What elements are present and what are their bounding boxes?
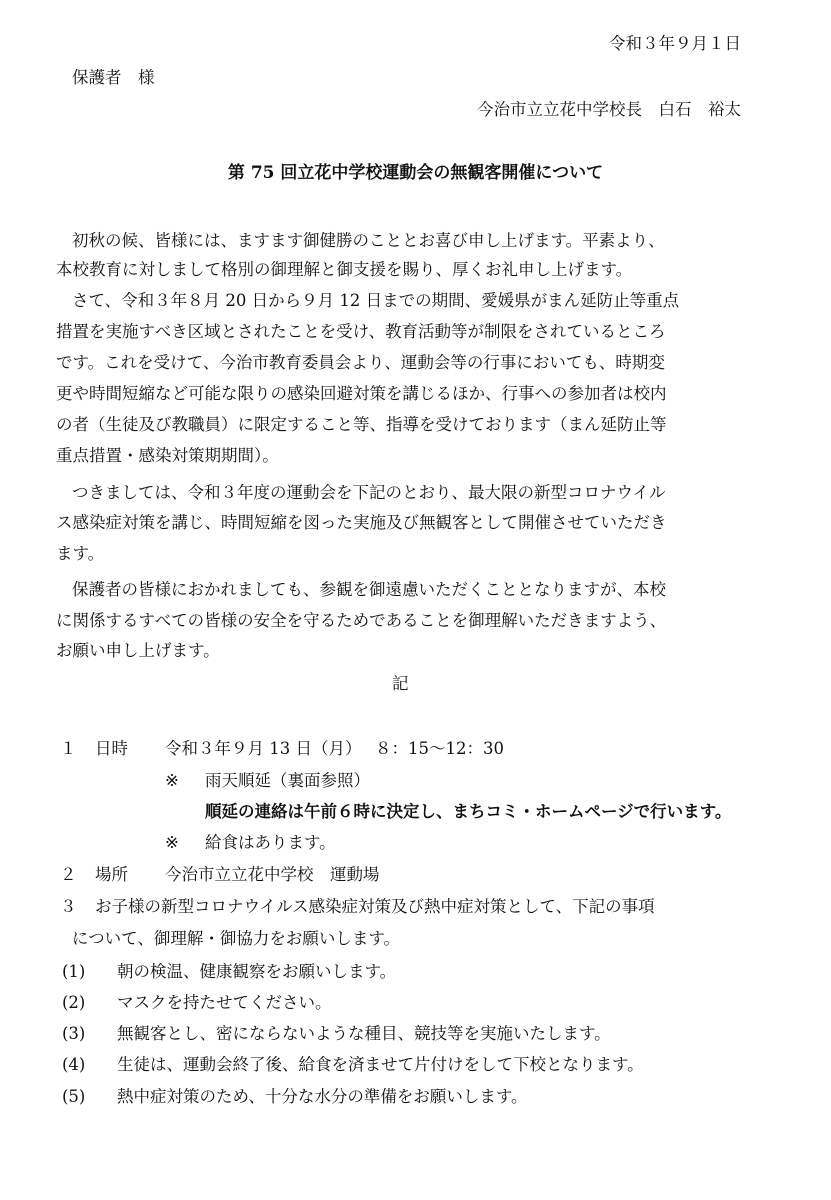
subitem-text: マスクを持たせてください。 (117, 993, 332, 1012)
item-number: ３ (60, 897, 77, 916)
body-line: ます。 (56, 544, 105, 563)
subitem-text: 熱中症対策のため、十分な水分の準備をお願いします。 (117, 1087, 528, 1106)
body-line: 措置を実施すべき区域とされたことを受け、教育活動等が制限をされているところ (56, 322, 666, 341)
body-line: 本校教育に対しまして格別の御理解と御支援を賜り、厚くお礼申し上げます。 (56, 260, 633, 279)
subitem-text: 無観客とし、密にならないような種目、競技等を実施いたします。 (117, 1024, 611, 1043)
item-label-datetime: 日時 (95, 739, 128, 758)
subitem-number: (2) (62, 993, 86, 1012)
body-line: 保護者の皆様におかれましても、参観を御遠慮いただくこととなりますが、本校 (72, 580, 666, 599)
body-line: 更や時間短縮など可能な限りの感染回避対策を講じるほか、行事への参加者は校内 (56, 384, 667, 403)
subitem-text: 朝の検温、健康観察をお願いします。 (117, 962, 397, 981)
subitem-number: (3) (62, 1024, 86, 1043)
body-line: に関係するすべての皆様の安全を守るためであることを御理解いただきますよう、 (56, 611, 667, 630)
item-value-place: 今治市立立花中学校 運動場 (165, 865, 380, 884)
document-date: 令和３年９月１日 (609, 34, 741, 53)
subitem-number: (1) (62, 962, 86, 981)
subitem-text: 生徒は、運動会終了後、給食を済ませて片付けをして下校となります。 (117, 1055, 644, 1074)
body-line: お願い申し上げます。 (56, 641, 220, 660)
item-number: ２ (60, 865, 77, 884)
item-value-datetime: 令和３年９月 13 日（月） ８：15〜12：30 (165, 739, 504, 758)
note-mark: ※ (165, 833, 179, 852)
item-number: １ (60, 739, 77, 758)
note-mark: ※ (165, 771, 179, 790)
recipient: 保護者 様 (72, 68, 155, 87)
lunch-note: 給食はあります。 (205, 833, 336, 852)
subitem-number: (5) (62, 1087, 86, 1106)
rain-postponement-note: 雨天順延（裏面参照） (205, 771, 370, 790)
postponement-contact-note: 順延の連絡は午前６時に決定し、まちコミ・ホームページで行います。 (205, 802, 732, 821)
item3-text: について、御理解・御協力をお願いします。 (72, 929, 401, 948)
body-line: 重点措置・感染対策期期間）。 (56, 446, 279, 465)
sender: 今治市立立花中学校長 白石 裕太 (477, 100, 741, 119)
body-line: の者（生徒及び教職員）に限定すること等、指導を受けております（まん延防止等 (56, 415, 667, 434)
subitem-number: (4) (62, 1055, 86, 1074)
body-line: さて、令和３年８月 20 日から９月 12 日までの期間、愛媛県がまん延防止等重点 (72, 291, 680, 310)
body-line: つきましては、令和３年度の運動会を下記のとおり、最大限の新型コロナウイル (72, 483, 666, 502)
document-title: 第 75 回立花中学校運動会の無観客開催について (227, 163, 604, 183)
body-line: ス感染症対策を講じ、時間短縮を図った実施及び無観客として開催させていただき (56, 513, 667, 532)
body-line: です。これを受けて、今治市教育委員会より、運動会等の行事においても、時期変 (56, 353, 665, 372)
item3-text: お子様の新型コロナウイルス感染症対策及び熱中症対策として、下記の事項 (95, 897, 655, 916)
body-line: 初秋の候、皆様には、ますます御健勝のこととお喜び申し上げます。平素より、 (72, 231, 665, 250)
item-label-place: 場所 (95, 865, 128, 884)
ki-heading: 記 (392, 674, 409, 693)
